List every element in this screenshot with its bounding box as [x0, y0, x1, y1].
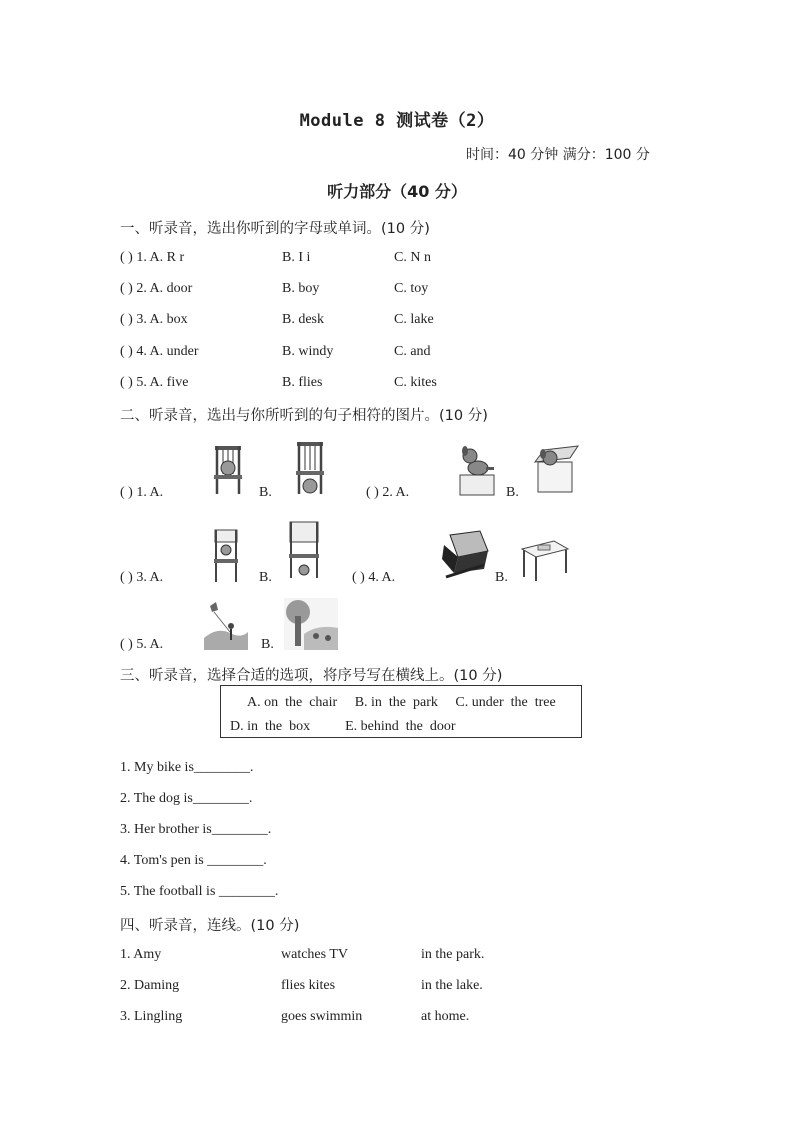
- s3-item-3: 3. Her brother is________.: [120, 822, 272, 837]
- s4-name-3: 3. Lingling: [120, 1009, 183, 1024]
- s2-q5-a: ( ) 5. A.: [120, 637, 164, 652]
- chair-with-cat-under-icon: [286, 520, 322, 580]
- section4-heading: 四、听录音，连线。(10 分): [120, 918, 300, 934]
- s1-q5-c: C. kites: [394, 375, 437, 390]
- s1-q1-a: ( ) 1. A. R r: [120, 250, 185, 265]
- s3-item-5: 5. The football is ________.: [120, 884, 279, 899]
- s1-q4-a: ( ) 4. A. under: [120, 344, 199, 359]
- s1-q2-a: ( ) 2. A. door: [120, 281, 193, 296]
- s4-place-1: in the park.: [421, 947, 485, 962]
- s2-q4-b: B.: [495, 570, 508, 585]
- s3-item-4: 4. Tom's pen is ________.: [120, 853, 267, 868]
- s4-place-2: in the lake.: [421, 978, 483, 993]
- pencil-box-open-icon: [440, 525, 492, 581]
- s1-q3-a: ( ) 3. A. box: [120, 312, 188, 327]
- s1-q2-b: B. boy: [282, 281, 320, 296]
- s2-q4-a: ( ) 4. A.: [352, 570, 396, 585]
- s1-q5-a: ( ) 5. A. five: [120, 375, 189, 390]
- s1-q2-c: C. toy: [394, 281, 429, 296]
- s4-action-2: flies kites: [281, 978, 336, 993]
- s4-action-1: watches TV: [281, 947, 348, 962]
- dog-in-box-icon: [530, 442, 580, 494]
- s1-q5-b: B. flies: [282, 375, 323, 390]
- kite-flying-person-icon: [204, 602, 248, 650]
- s1-q1-b: B. I i: [282, 250, 311, 265]
- section1-heading: 一、听录音，选出你听到的字母或单词。(10 分): [120, 221, 430, 237]
- s2-q2-b: B.: [506, 485, 519, 500]
- s3-item-1: 1. My bike is________.: [120, 760, 254, 775]
- s4-name-1: 1. Amy: [120, 947, 162, 962]
- s2-q2-a: ( ) 2. A.: [366, 485, 410, 500]
- s2-q1-b: B.: [259, 485, 272, 500]
- s1-q1-c: C. N n: [394, 250, 431, 265]
- desk-with-book-icon: [518, 535, 570, 583]
- park-with-tree-icon: [284, 598, 338, 650]
- page-title: Module 8 测试卷（2）: [299, 111, 495, 131]
- options-line-1: A. on the chair B. in the park C. under the tree: [247, 695, 556, 710]
- chair-with-ball-under-icon: [292, 440, 328, 496]
- s2-q1-a: ( ) 1. A.: [120, 485, 164, 500]
- s2-q3-a: ( ) 3. A.: [120, 570, 164, 585]
- s2-q3-b: B.: [259, 570, 272, 585]
- options-box: [220, 685, 582, 738]
- part-title: 听力部分（40 分）: [327, 182, 467, 201]
- dog-on-box-icon: [456, 445, 500, 497]
- s2-q5-b: B.: [261, 637, 274, 652]
- s1-q4-c: C. and: [394, 344, 431, 359]
- s4-action-3: goes swimmin: [281, 1009, 363, 1024]
- s1-q3-c: C. lake: [394, 312, 434, 327]
- section2-heading: 二、听录音，选出与你所听到的句子相符的图片。(10 分): [120, 408, 488, 424]
- s1-q3-b: B. desk: [282, 312, 324, 327]
- section3-heading: 三、听录音，选择合适的选项，将序号写在横线上。(10 分): [120, 668, 503, 684]
- chair-with-ball-on-seat-icon: [210, 444, 246, 496]
- s4-place-3: at home.: [421, 1009, 470, 1024]
- chair-with-cat-on-icon: [212, 528, 240, 584]
- s1-q4-b: B. windy: [282, 344, 334, 359]
- s3-item-2: 2. The dog is________.: [120, 791, 253, 806]
- s4-name-2: 2. Daming: [120, 978, 180, 993]
- time-info: 时间：40 分钟 满分：100 分: [466, 147, 650, 163]
- options-line-2: D. in the box E. behind the door: [230, 719, 456, 734]
